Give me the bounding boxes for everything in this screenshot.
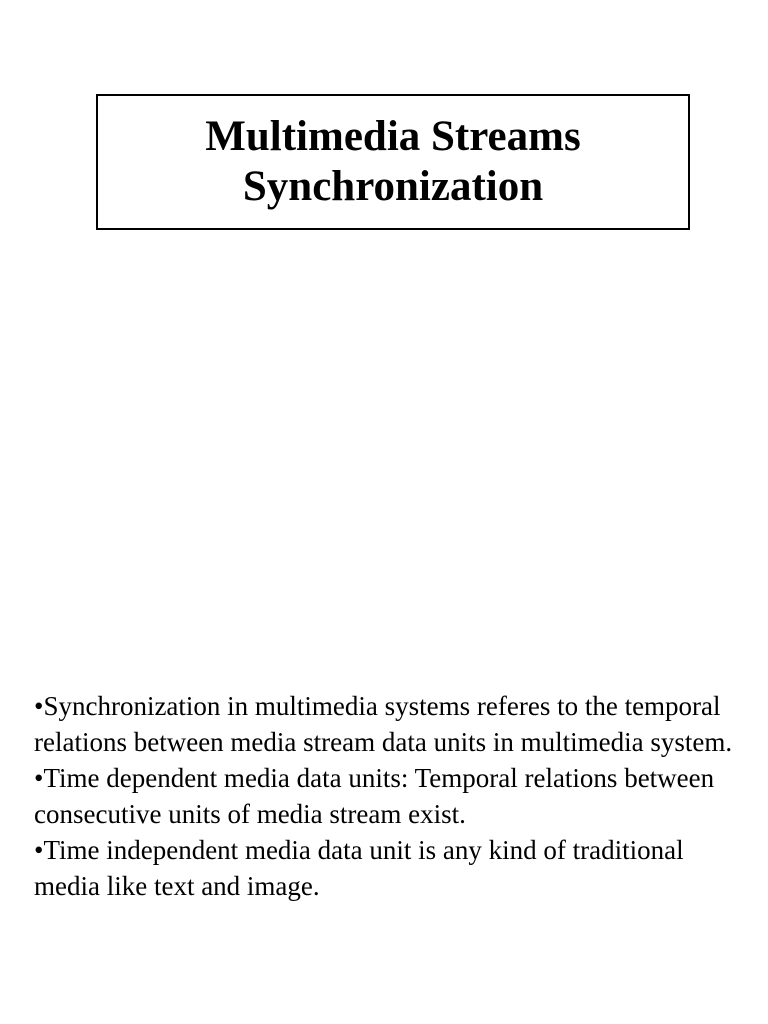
slide-title-line-1: Multimedia Streams — [205, 113, 581, 160]
slide-body — [34, 688, 744, 904]
bullet-paragraph-3: •Time independent media data unit is any kind of traditional media like text and image. — [34, 835, 684, 901]
slide-title-line-2: Synchronization — [242, 163, 544, 210]
bullet-paragraph-1: •Synchronization in multimedia systems referes to the temporal relations between media stream data units in multimedia system. — [34, 691, 733, 757]
slide-title-box — [96, 94, 690, 230]
bullet-paragraph-2: •Time dependent media data units: Temporal relations between consecutive units of media stream exist. — [34, 763, 715, 829]
